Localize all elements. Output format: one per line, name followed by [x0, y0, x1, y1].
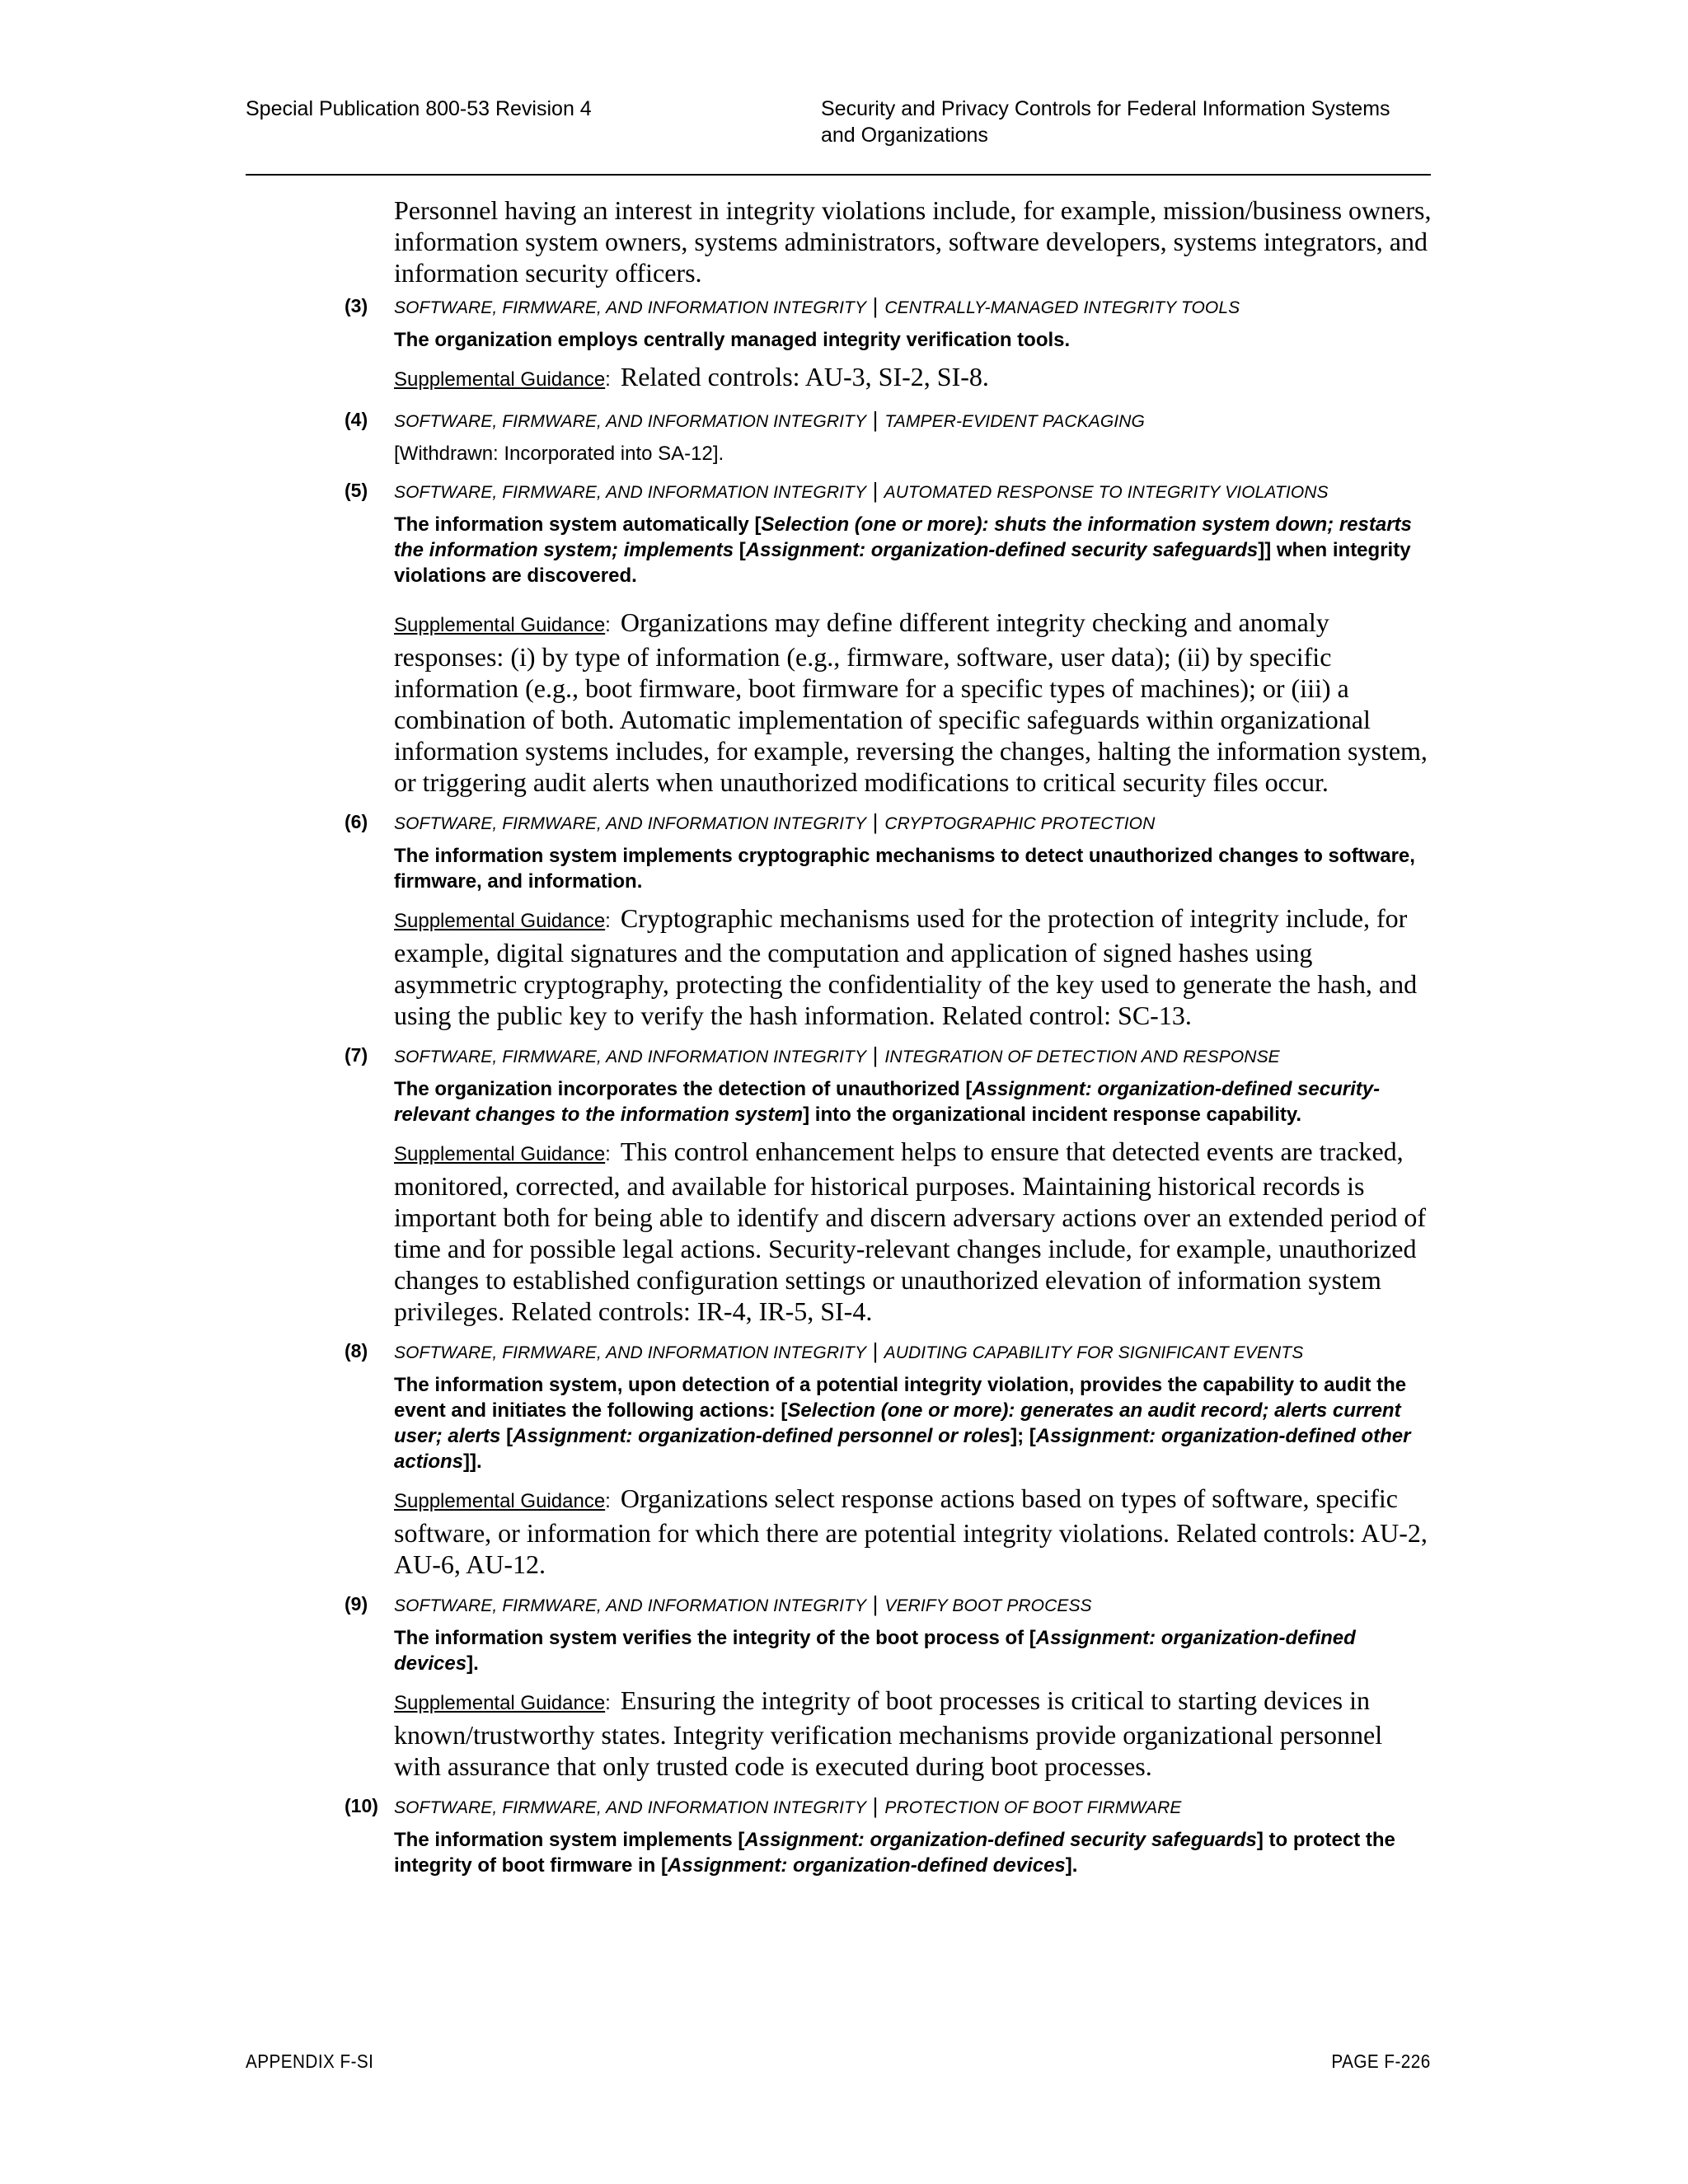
- guidance-text: This control enhancement helps to ensure that detected events are tracked, monitored, corrected, and available for historical purposes. Maintaining historical records is important both for being able to identify and discern adversary actions over an extended period of time and for possible legal actions. Security-relevant changes include, for example, unauthorized changes to established configuration settings or unauthorized elevation of information system privileges. Related controls: IR-4, IR-5, SI-4.: [394, 1137, 1427, 1326]
- control-family-name: SOFTWARE, FIRMWARE, AND INFORMATION INTEGRITY: [394, 412, 866, 431]
- guidance-colon: :: [605, 1143, 611, 1165]
- footer-page-number: PAGE F-226: [1331, 2050, 1431, 2072]
- parameter-text: Assignment: organization-defined devices: [394, 1627, 1356, 1675]
- supplemental-guidance: [394, 607, 1432, 798]
- header-title-line-2: and Organizations: [821, 124, 988, 147]
- enhancement-number: (3): [345, 295, 368, 316]
- enhancement-number: (5): [345, 480, 368, 501]
- parameter-text: Assignment: organization-defined security-relevant changes to the information system: [394, 1078, 1381, 1126]
- enhancement-name: AUTOMATED RESPONSE TO INTEGRITY VIOLATIONS: [884, 483, 1329, 502]
- control-family-name: SOFTWARE, FIRMWARE, AND INFORMATION INTEGRITY: [394, 483, 866, 502]
- title-separator: |: [872, 478, 879, 503]
- header-title-line-1: Security and Privacy Controls for Federal Information Systems: [821, 97, 1390, 120]
- enhancement-name: TAMPER-EVIDENT PACKAGING: [884, 412, 1145, 431]
- guidance-label: Supplemental Guidance: [394, 368, 606, 391]
- statement-text: ]].: [463, 1451, 482, 1473]
- parameter-text: Assignment: organization-defined personnel or roles: [513, 1425, 1011, 1447]
- enhancement-title: [394, 407, 1432, 434]
- statement-text: The organization employs centrally managed integrity verification tools.: [394, 329, 1071, 351]
- enhancement-name: PROTECTION OF BOOT FIRMWARE: [884, 1798, 1182, 1817]
- guidance-text: Organizations may define different integrity checking and anomaly responses: (i) by type of information (e.g., firmware, software, user data); (ii) by specific information (e.g., boot firmware, boot firmware for a specific types of machines); or (iii) a combination of both. Automatic implementation of specific safeguards within organizational information systems includes, for example, reversing the changes, halting the information system, or triggering audit alerts when unauthorized modifications to critical security files occur.: [394, 607, 1428, 797]
- header-rule: [246, 174, 1431, 176]
- statement-text: The organization incorporates the detection of unauthorized [: [394, 1078, 973, 1100]
- enhancement-title: [394, 1043, 1432, 1070]
- enhancement-statement: [394, 843, 1432, 894]
- enhancement-number: (4): [345, 409, 368, 430]
- title-separator: |: [872, 1338, 879, 1363]
- guidance-label: Supplemental Guidance: [394, 1692, 606, 1714]
- guidance-text: Organizations select response actions based on types of software, specific software, or information for which there are potential integrity violations. Related controls: AU-2, AU-6, AU-12.: [394, 1483, 1428, 1579]
- title-separator: |: [872, 1591, 879, 1616]
- title-separator: |: [872, 809, 879, 834]
- control-family-name: SOFTWARE, FIRMWARE, AND INFORMATION INTEGRITY: [394, 814, 866, 833]
- statement-text: ]; [: [1010, 1425, 1036, 1447]
- enhancement-statement: [394, 327, 1432, 353]
- control-family-name: SOFTWARE, FIRMWARE, AND INFORMATION INTEGRITY: [394, 298, 866, 317]
- guidance-colon: :: [605, 1490, 611, 1512]
- page-body: [246, 194, 1432, 1878]
- footer-appendix: APPENDIX F-SI: [246, 2050, 374, 2072]
- supplemental-guidance: [394, 361, 1432, 396]
- enhancement-statement: [394, 512, 1432, 588]
- enhancement-statement: [394, 1625, 1432, 1676]
- guidance-label: Supplemental Guidance: [394, 910, 606, 932]
- enhancement-title: [394, 809, 1432, 837]
- statement-text: ]] when integrity violations are discovered.: [394, 539, 1411, 587]
- parameter-text: Assignment: organization-defined security safeguards: [744, 1829, 1257, 1851]
- enhancement-name: VERIFY BOOT PROCESS: [884, 1596, 1092, 1615]
- enhancement-number: (6): [345, 811, 368, 832]
- supplemental-guidance: [394, 1685, 1432, 1782]
- enhancement-statement: [394, 1827, 1432, 1878]
- parameter-text: Assignment: organization-defined security safeguards: [745, 539, 1259, 561]
- intro-paragraph: Personnel having an interest in integrity violations include, for example, mission/business owners, information system owners, systems administrators, software developers, systems integrators, and information security officers.: [394, 195, 1432, 288]
- guidance-text: Cryptographic mechanisms used for the protection of integrity include, for example, digital signatures and the computation and application of signed hashes using asymmetric cryptography, protecting the confidentiality of the key used to generate the hash, and using the public key to verify the hash information. Related control: SC-13.: [394, 903, 1418, 1030]
- statement-text: The information system, upon detection of a potential integrity violation, provides the capability to audit the event and initiates the following actions: [: [394, 1374, 1407, 1422]
- statement-text: The information system implements cryptographic mechanisms to detect unauthorized changes to software, firmware, and information.: [394, 845, 1415, 893]
- control-enhancement: [246, 1043, 1432, 1327]
- statement-text: ] into the organizational incident response capability.: [803, 1104, 1302, 1126]
- statement-text: ] to protect the integrity of boot firmware in [: [394, 1829, 1395, 1877]
- enhancement-statement: [394, 1076, 1432, 1127]
- title-separator: |: [872, 1793, 879, 1818]
- enhancement-name: AUDITING CAPABILITY FOR SIGNIFICANT EVENTS: [884, 1343, 1304, 1362]
- control-family-name: SOFTWARE, FIRMWARE, AND INFORMATION INTEGRITY: [394, 1596, 866, 1615]
- parameter-text: Selection (one or more): shuts the information system down; restarts the information system; implements: [394, 513, 1412, 561]
- enhancement-name: INTEGRATION OF DETECTION AND RESPONSE: [884, 1047, 1280, 1066]
- withdrawn-note: [Withdrawn: Incorporated into SA-12].: [394, 443, 724, 465]
- supplemental-guidance: [394, 1136, 1432, 1327]
- statement-text: [: [738, 539, 746, 561]
- title-separator: |: [872, 407, 879, 432]
- guidance-label: Supplemental Guidance: [394, 1490, 606, 1512]
- enhancement-number: (8): [345, 1340, 368, 1361]
- enhancement-title: [394, 1591, 1432, 1619]
- enhancement-name: CENTRALLY-MANAGED INTEGRITY TOOLS: [884, 298, 1240, 317]
- guidance-text: Related controls: AU-3, SI-2, SI-8.: [620, 362, 989, 391]
- guidance-text: Ensuring the integrity of boot processes is critical to starting devices in known/trustworthy states. Integrity verification mechanisms provide organizational personnel with assurance that only trusted code is executed during boot processes.: [394, 1685, 1383, 1781]
- statement-text: The information system automatically [: [394, 513, 762, 536]
- statement-text: The information system implements [: [394, 1829, 745, 1851]
- enhancement-number: (10): [345, 1795, 378, 1816]
- statement-text: The information system verifies the integrity of the boot process of [: [394, 1627, 1036, 1649]
- control-enhancement: [246, 293, 1432, 396]
- control-enhancement: [246, 1793, 1432, 1878]
- enhancement-title: [394, 293, 1432, 321]
- enhancement-title: [394, 1338, 1432, 1366]
- guidance-colon: :: [605, 368, 611, 391]
- control-family-name: SOFTWARE, FIRMWARE, AND INFORMATION INTEGRITY: [394, 1047, 866, 1066]
- control-enhancement: [246, 407, 1432, 466]
- control-family-name: SOFTWARE, FIRMWARE, AND INFORMATION INTEGRITY: [394, 1343, 866, 1362]
- running-header-right: [821, 96, 1447, 148]
- enhancement-number: (9): [345, 1593, 368, 1615]
- enhancement-title: [394, 478, 1432, 505]
- statement-text: ].: [467, 1652, 479, 1675]
- statement-text: [: [506, 1425, 513, 1447]
- enhancement-title: [394, 1793, 1432, 1821]
- supplemental-guidance: [394, 1483, 1432, 1580]
- statement-text: ].: [1065, 1854, 1078, 1877]
- enhancement-list: [246, 293, 1432, 1878]
- enhancement-name: CRYPTOGRAPHIC PROTECTION: [884, 814, 1156, 833]
- supplemental-guidance: [394, 902, 1432, 1031]
- running-header-left: Special Publication 800-53 Revision 4: [246, 97, 592, 120]
- control-enhancement: [246, 809, 1432, 1031]
- parameter-text: Selection (one or more): generates an audit record; alerts current user; alerts: [394, 1399, 1401, 1447]
- enhancement-statement: [394, 1372, 1432, 1474]
- guidance-colon: :: [605, 1692, 611, 1714]
- guidance-colon: :: [605, 910, 611, 932]
- guidance-label: Supplemental Guidance: [394, 614, 606, 636]
- title-separator: |: [872, 293, 879, 318]
- enhancement-number: (7): [345, 1044, 368, 1066]
- parameter-text: Assignment: organization-defined devices: [668, 1854, 1066, 1877]
- guidance-colon: :: [605, 614, 611, 636]
- control-enhancement: [246, 1338, 1432, 1580]
- title-separator: |: [872, 1043, 879, 1067]
- control-family-name: SOFTWARE, FIRMWARE, AND INFORMATION INTEGRITY: [394, 1798, 866, 1817]
- control-enhancement: [246, 1591, 1432, 1782]
- parameter-text: Assignment: organization-defined other actions: [394, 1425, 1411, 1473]
- guidance-label: Supplemental Guidance: [394, 1143, 606, 1165]
- control-enhancement: [246, 478, 1432, 798]
